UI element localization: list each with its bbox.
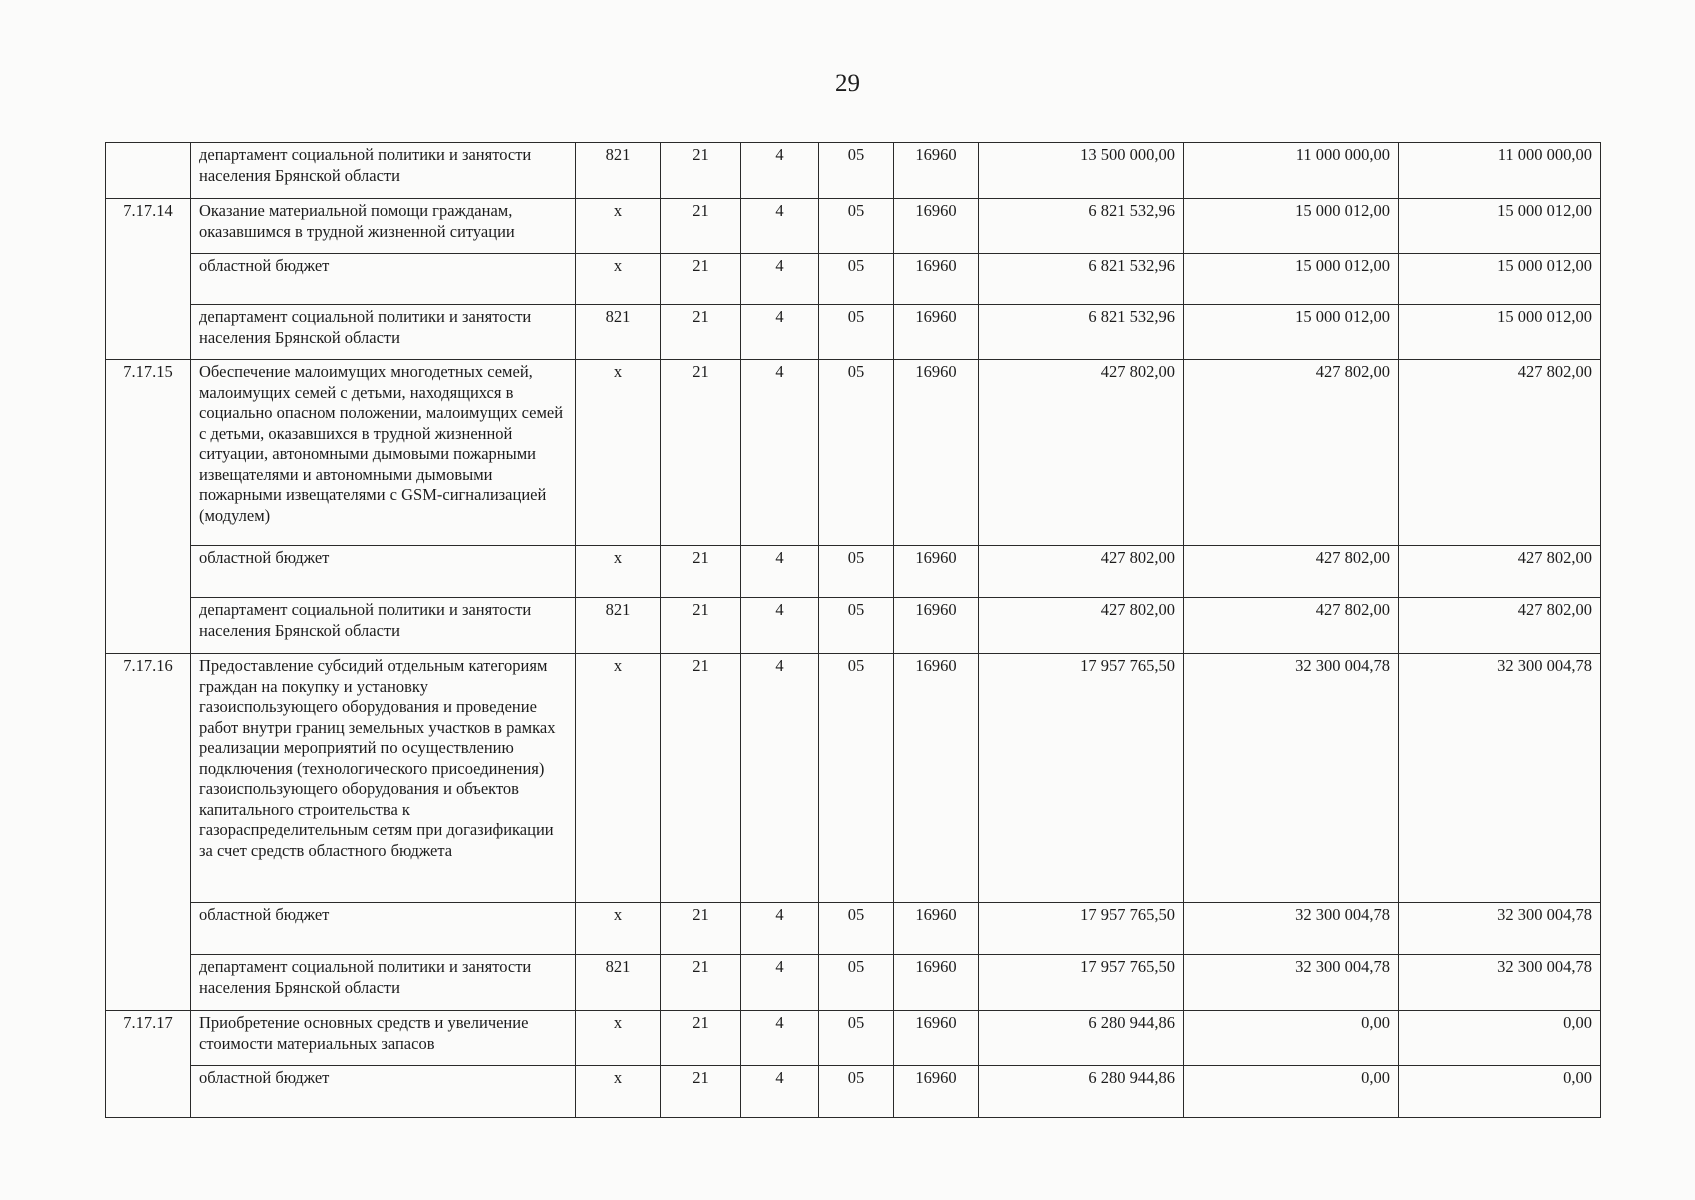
row-name: департамент социальной политики и занятости населения Брянской области <box>191 955 576 1011</box>
code-cell: 05 <box>819 903 894 955</box>
amount-cell: 15 000 012,00 <box>1399 305 1601 360</box>
amount-cell: 0,00 <box>1184 1066 1399 1118</box>
budget-table <box>105 142 1601 1118</box>
amount-cell: 427 802,00 <box>1399 598 1601 654</box>
code-cell: 05 <box>819 654 894 903</box>
amount-cell: 32 300 004,78 <box>1184 903 1399 955</box>
amount-cell: 32 300 004,78 <box>1184 955 1399 1011</box>
amount-cell: 15 000 012,00 <box>1184 305 1399 360</box>
row-name: Обеспечение малоимущих многодетных семей, малоимущих семей с детьми, находящихся в социально опасном положении, малоимущих семей с детьми, оказавшихся в трудной жизненной ситуации, автономными дымовыми пожарными извещателями и автономными дымовыми пожарными извещателями с GSM-сигнализацией (модулем) <box>191 360 576 546</box>
amount-cell: 0,00 <box>1184 1011 1399 1066</box>
code-cell: 21 <box>661 199 741 254</box>
code-cell: 16960 <box>894 199 979 254</box>
code-cell: 21 <box>661 254 741 305</box>
amount-cell: 17 957 765,50 <box>979 955 1184 1011</box>
code-cell: 4 <box>741 598 819 654</box>
code-cell: 4 <box>741 254 819 305</box>
amount-cell: 427 802,00 <box>979 360 1184 546</box>
code-cell: 4 <box>741 654 819 903</box>
code-cell: 05 <box>819 143 894 199</box>
code-cell: 05 <box>819 305 894 360</box>
code-cell: x <box>576 654 661 903</box>
code-cell: 21 <box>661 546 741 598</box>
row-name: департамент социальной политики и занятости населения Брянской области <box>191 598 576 654</box>
code-cell: x <box>576 199 661 254</box>
amount-cell: 17 957 765,50 <box>979 903 1184 955</box>
code-cell: 4 <box>741 305 819 360</box>
code-cell: 21 <box>661 143 741 199</box>
row-name: департамент социальной политики и занятости населения Брянской области <box>191 143 576 199</box>
amount-cell: 427 802,00 <box>979 546 1184 598</box>
code-cell: 16960 <box>894 903 979 955</box>
code-cell: 16960 <box>894 955 979 1011</box>
table-row <box>106 955 1601 1011</box>
code-cell: 16960 <box>894 1011 979 1066</box>
amount-cell: 0,00 <box>1399 1011 1601 1066</box>
row-number: 7.17.15 <box>106 360 191 654</box>
code-cell: 4 <box>741 199 819 254</box>
table-row <box>106 598 1601 654</box>
amount-cell: 32 300 004,78 <box>1399 955 1601 1011</box>
row-name: областной бюджет <box>191 1066 576 1118</box>
amount-cell: 427 802,00 <box>1399 360 1601 546</box>
code-cell: 05 <box>819 360 894 546</box>
row-name: областной бюджет <box>191 254 576 305</box>
table-row <box>106 360 1601 546</box>
amount-cell: 6 821 532,96 <box>979 254 1184 305</box>
code-cell: 16960 <box>894 360 979 546</box>
code-cell: 05 <box>819 1011 894 1066</box>
code-cell: 21 <box>661 598 741 654</box>
code-cell: 4 <box>741 955 819 1011</box>
row-number <box>106 143 191 199</box>
code-cell: 05 <box>819 955 894 1011</box>
code-cell: 821 <box>576 143 661 199</box>
amount-cell: 32 300 004,78 <box>1184 654 1399 903</box>
code-cell: 05 <box>819 598 894 654</box>
row-number: 7.17.17 <box>106 1011 191 1118</box>
amount-cell: 0,00 <box>1399 1066 1601 1118</box>
code-cell: 05 <box>819 546 894 598</box>
code-cell: 16960 <box>894 305 979 360</box>
code-cell: 4 <box>741 1011 819 1066</box>
code-cell: 4 <box>741 360 819 546</box>
amount-cell: 427 802,00 <box>1184 598 1399 654</box>
amount-cell: 6 821 532,96 <box>979 199 1184 254</box>
amount-cell: 11 000 000,00 <box>1184 143 1399 199</box>
amount-cell: 15 000 012,00 <box>1399 199 1601 254</box>
code-cell: 16960 <box>894 598 979 654</box>
row-name: Приобретение основных средств и увеличение стоимости материальных запасов <box>191 1011 576 1066</box>
amount-cell: 427 802,00 <box>1184 360 1399 546</box>
amount-cell: 11 000 000,00 <box>1399 143 1601 199</box>
amount-cell: 6 280 944,86 <box>979 1011 1184 1066</box>
code-cell: 4 <box>741 903 819 955</box>
code-cell: 05 <box>819 199 894 254</box>
code-cell: 16960 <box>894 654 979 903</box>
code-cell: x <box>576 254 661 305</box>
code-cell: x <box>576 1011 661 1066</box>
row-number: 7.17.16 <box>106 654 191 1011</box>
row-name: областной бюджет <box>191 546 576 598</box>
amount-cell: 15 000 012,00 <box>1399 254 1601 305</box>
row-name: областной бюджет <box>191 903 576 955</box>
code-cell: 21 <box>661 1066 741 1118</box>
code-cell: 21 <box>661 654 741 903</box>
amount-cell: 6 821 532,96 <box>979 305 1184 360</box>
code-cell: 4 <box>741 546 819 598</box>
page-number: 29 <box>835 70 860 97</box>
code-cell: x <box>576 360 661 546</box>
table-row <box>106 1011 1601 1066</box>
table-row <box>106 654 1601 903</box>
table-row <box>106 143 1601 199</box>
code-cell: 821 <box>576 955 661 1011</box>
amount-cell: 15 000 012,00 <box>1184 254 1399 305</box>
code-cell: x <box>576 1066 661 1118</box>
code-cell: 05 <box>819 1066 894 1118</box>
table-row <box>106 254 1601 305</box>
row-name: Оказание материальной помощи гражданам, оказавшимся в трудной жизненной ситуации <box>191 199 576 254</box>
code-cell: 21 <box>661 955 741 1011</box>
table-row <box>106 1066 1601 1118</box>
amount-cell: 427 802,00 <box>1399 546 1601 598</box>
code-cell: 821 <box>576 598 661 654</box>
code-cell: 21 <box>661 903 741 955</box>
code-cell: x <box>576 546 661 598</box>
amount-cell: 15 000 012,00 <box>1184 199 1399 254</box>
row-name: Предоставление субсидий отдельным категориям граждан на покупку и установку газоиспользующего оборудования и проведение работ внутри границ земельных участков в рамках реализации мероприятий по осуществлению подключения (технологического присоединения) газоиспользующего оборудования и объектов капитального строительства к газораспределительным сетям при догазификации за счет средств областного бюджета <box>191 654 576 903</box>
code-cell: 16960 <box>894 546 979 598</box>
code-cell: 05 <box>819 254 894 305</box>
code-cell: 4 <box>741 1066 819 1118</box>
table-row <box>106 199 1601 254</box>
code-cell: x <box>576 903 661 955</box>
code-cell: 21 <box>661 360 741 546</box>
code-cell: 821 <box>576 305 661 360</box>
amount-cell: 13 500 000,00 <box>979 143 1184 199</box>
code-cell: 21 <box>661 305 741 360</box>
code-cell: 21 <box>661 1011 741 1066</box>
amount-cell: 427 802,00 <box>1184 546 1399 598</box>
code-cell: 16960 <box>894 143 979 199</box>
amount-cell: 32 300 004,78 <box>1399 903 1601 955</box>
amount-cell: 6 280 944,86 <box>979 1066 1184 1118</box>
amount-cell: 427 802,00 <box>979 598 1184 654</box>
amount-cell: 17 957 765,50 <box>979 654 1184 903</box>
code-cell: 16960 <box>894 1066 979 1118</box>
amount-cell: 32 300 004,78 <box>1399 654 1601 903</box>
table-row <box>106 903 1601 955</box>
code-cell: 4 <box>741 143 819 199</box>
code-cell: 16960 <box>894 254 979 305</box>
table-row <box>106 546 1601 598</box>
row-number: 7.17.14 <box>106 199 191 360</box>
row-name: департамент социальной политики и занятости населения Брянской области <box>191 305 576 360</box>
table-row <box>106 305 1601 360</box>
